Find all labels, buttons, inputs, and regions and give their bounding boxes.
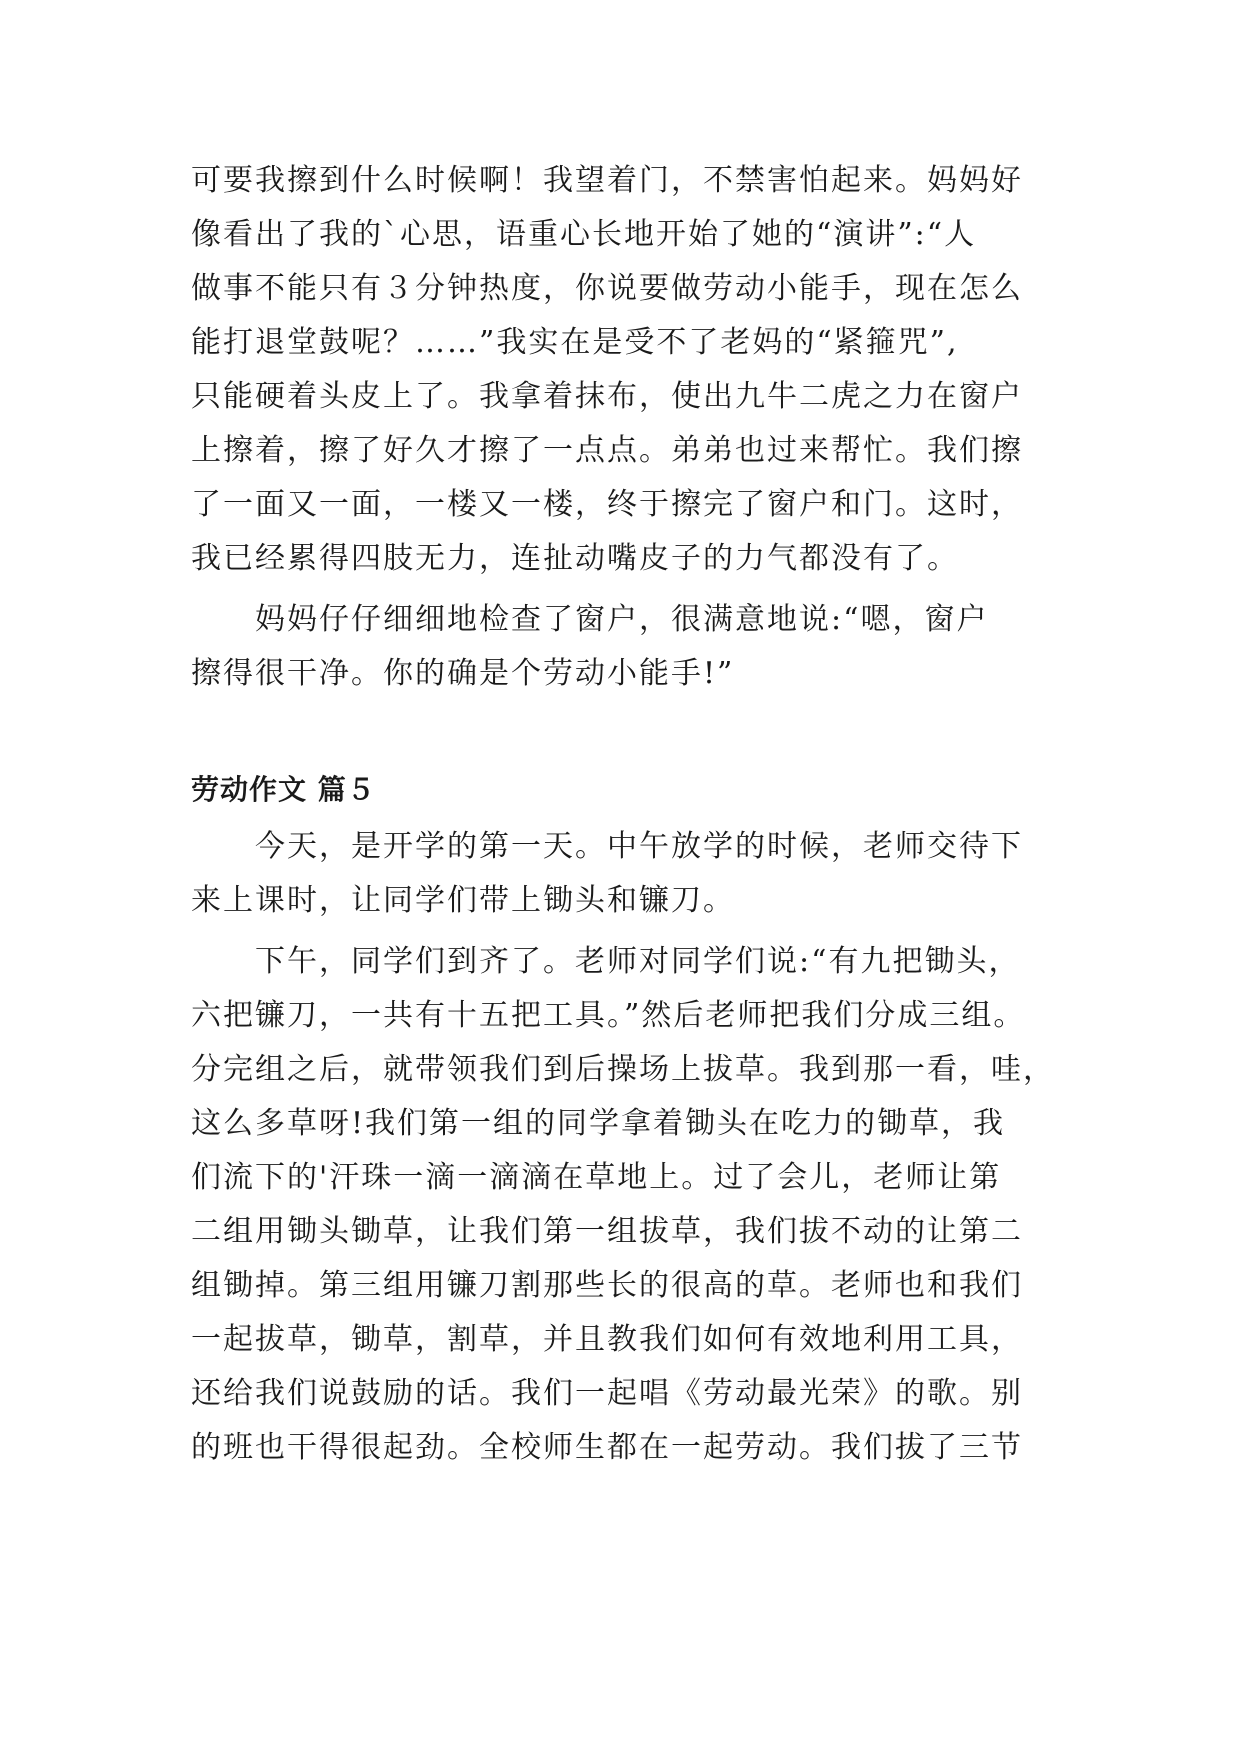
text-line: 今天，是开学的第一天。中午放学的时候，老师交待下 — [255, 829, 1023, 864]
text-line: 我已经累得四肢无力，连扯动嘴皮子的力气都没有了。 — [191, 541, 959, 576]
text-line: 下午，同学们到齐了。老师对同学们说:“有九把锄头， — [255, 944, 1021, 979]
text-line: 的班也干得很起劲。全校师生都在一起劳动。我们拔了三节 — [191, 1430, 1023, 1465]
text-line: 这么多草呀!我们第一组的同学拿着锄头在吃力的锄草，我 — [191, 1106, 1006, 1141]
text-line: 只能硬着头皮上了。我拿着抹布，使出九牛二虎之力在窗户 — [191, 379, 1023, 414]
text-line: 们流下的'汗珠一滴一滴滴在草地上。过了会儿，老师让第 — [191, 1160, 1002, 1195]
text-line: 擦得很干净。你的确是个劳动小能手!” — [191, 656, 735, 691]
text-line: 二组用锄头锄草，让我们第一组拔草，我们拔不动的让第二 — [191, 1214, 1023, 1249]
text-line: 像看出了我的`心思，语重心长地开始了她的“演讲”:“人 — [191, 217, 977, 252]
text-line: 还给我们说鼓励的话。我们一起唱《劳动最光荣》的歌。别 — [191, 1376, 1023, 1411]
text-line: 妈妈仔仔细细地检查了窗户，很满意地说:“嗯，窗户 — [255, 602, 989, 637]
text-line: 六把镰刀，一共有十五把工具。”然后老师把我们分成三组。 — [191, 998, 1026, 1033]
section-heading: 劳动作文 篇５ — [191, 773, 376, 806]
text-line: 做事不能只有３分钟热度，你说要做劳动小能手，现在怎么 — [191, 271, 1023, 306]
text-line: 上擦着，擦了好久才擦了一点点。弟弟也过来帮忙。我们擦 — [191, 433, 1023, 468]
text-line: 能打退堂鼓呢？……”我实在是受不了老妈的“紧箍咒”, — [191, 325, 959, 360]
text-line: 来上课时，让同学们带上锄头和镰刀。 — [191, 883, 735, 918]
text-line: 可要我擦到什么时候啊！我望着门，不禁害怕起来。妈妈好 — [191, 163, 1023, 198]
text-line: 分完组之后，就带领我们到后操场上拔草。我到那一看，哇， — [191, 1052, 1055, 1087]
text-line: 组锄掉。第三组用镰刀割那些长的很高的草。老师也和我们 — [191, 1268, 1023, 1303]
text-line: 了一面又一面，一楼又一楼，终于擦完了窗户和门。这时， — [191, 487, 1023, 522]
text-line: 一起拔草，锄草，割草，并且教我们如何有效地利用工具， — [191, 1322, 1023, 1357]
